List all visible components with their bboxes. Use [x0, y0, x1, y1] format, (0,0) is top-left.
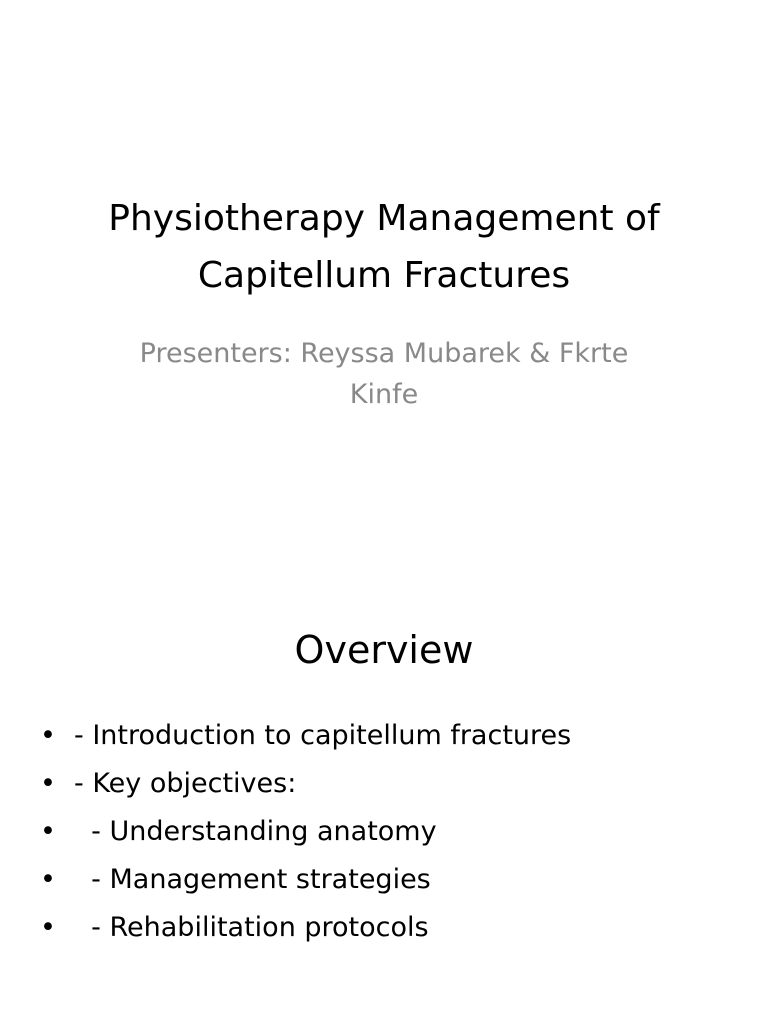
- bullet-icon: •: [40, 864, 56, 895]
- bullet-icon: •: [40, 912, 56, 943]
- bullet-text: - Rehabilitation protocols: [74, 912, 429, 943]
- bullet-item-2: [40, 760, 571, 808]
- presenters-line-1: Presenters: Reyssa Mubarek & Fkrte: [139, 338, 629, 369]
- bullet-icon: •: [40, 816, 56, 847]
- bullet-item-5: [40, 904, 571, 952]
- presenters-subtitle: [110, 333, 658, 415]
- bullet-icon: •: [40, 768, 56, 799]
- slide-title-line-1: Physiotherapy Management of: [108, 198, 660, 239]
- bullet-item-4: [40, 856, 571, 904]
- bullet-text: - Key objectives:: [74, 768, 297, 799]
- bullet-text: - Introduction to capitellum fractures: [74, 720, 572, 751]
- bullet-item-3: [40, 808, 571, 856]
- overview-bullet-list: [40, 712, 571, 952]
- bullet-text: - Management strategies: [74, 864, 431, 895]
- bullet-item-1: [40, 712, 571, 760]
- overview-slide: [0, 512, 768, 1024]
- slide-title-line-2: Capitellum Fractures: [197, 255, 571, 296]
- presenters-line-2: Kinfe: [349, 379, 419, 410]
- bullet-icon: •: [40, 720, 56, 751]
- overview-title: Overview: [294, 628, 474, 672]
- slide-title: [40, 190, 728, 304]
- bullet-text: - Understanding anatomy: [74, 816, 437, 847]
